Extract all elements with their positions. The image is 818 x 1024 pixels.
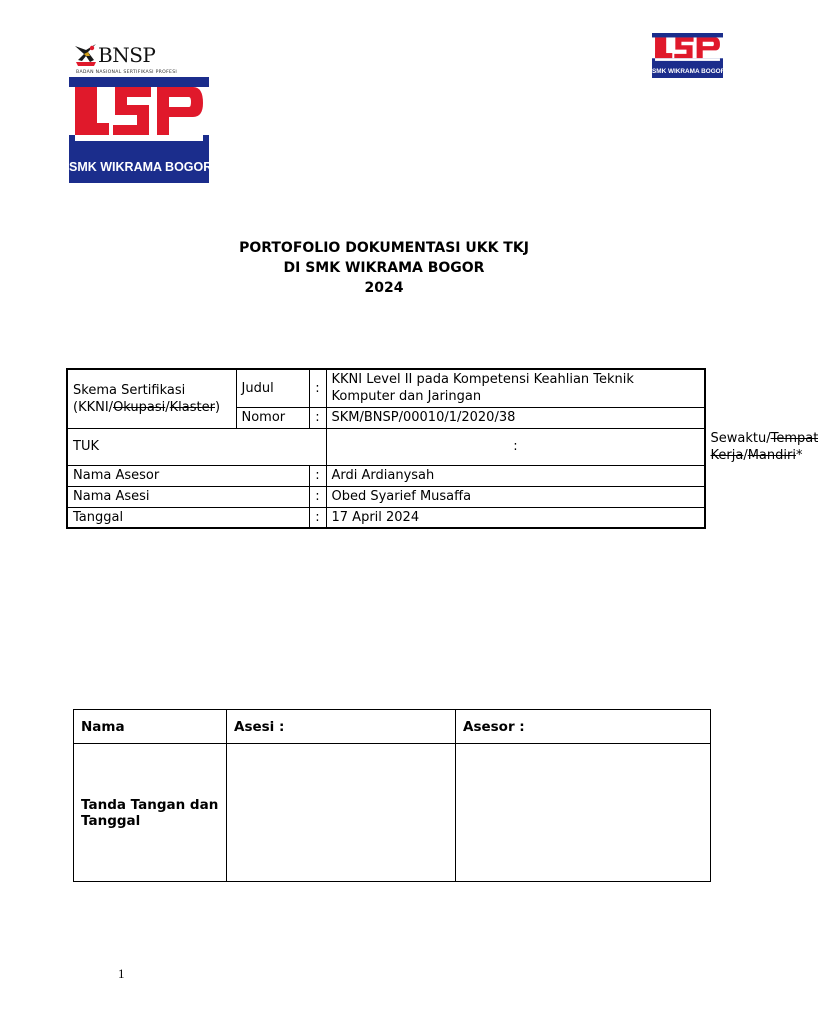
asesi-label: Nama Asesi: [67, 486, 309, 507]
page-number: 1: [118, 966, 125, 981]
colon: :: [309, 486, 326, 507]
garuda-icon: [72, 42, 100, 68]
nama-header: Nama: [74, 710, 227, 744]
tanggal-value: 17 April 2024: [326, 507, 705, 528]
judul-value: KKNI Level II pada Kompetensi Keahlian Teknik Komputer dan Jaringan: [326, 369, 705, 407]
asesi-signature-cell[interactable]: [227, 744, 456, 882]
title-line-1: PORTOFOLIO DOKUMENTASI UKK TKJ: [239, 240, 529, 256]
skema-cell: [67, 369, 236, 428]
tanggal-label: Tanggal: [67, 507, 309, 528]
tuk-label: TUK: [67, 428, 326, 465]
table-row: TUK : Sewaktu/Tempat Kerja/Mandiri*: [67, 428, 705, 465]
signature-row-label: Tanda Tangan dan Tanggal: [74, 744, 227, 882]
lsp-caption-small: SMK WIKRAMA BOGOR: [652, 68, 726, 75]
asesor-label: Nama Asesor: [67, 465, 309, 486]
table-row: [74, 710, 711, 744]
asesor-signature-cell[interactable]: [456, 744, 711, 882]
bnsp-subtitle: BADAN NASIONAL SERTIFIKASI PROFESI: [76, 70, 178, 75]
table-row: [67, 465, 705, 486]
asesor-value: Ardi Ardianysah: [326, 465, 705, 486]
asesi-value: Obed Syarief Musaffa: [326, 486, 705, 507]
title-line-3: 2024: [364, 280, 404, 296]
table-row: [67, 486, 705, 507]
colon: :: [326, 428, 705, 465]
lsp-emblem-small: [652, 33, 723, 67]
table-row: [74, 744, 711, 882]
colon: :: [309, 465, 326, 486]
colon: :: [309, 369, 326, 407]
skema-sub: (KKNI/Okupasi/Klaster): [73, 399, 221, 415]
table-row: [67, 507, 705, 528]
colon: :: [309, 507, 326, 528]
signature-table: [73, 709, 711, 882]
lsp-logo-large: [69, 77, 213, 183]
document-title: [0, 238, 768, 298]
asesor-header: Asesor :: [456, 710, 711, 744]
skema-label: Skema Sertifikasi: [73, 382, 186, 398]
table-row: [67, 369, 705, 407]
certification-info-table: [66, 368, 818, 529]
lsp-caption-large: SMK WIKRAMA BOGOR: [69, 160, 213, 174]
nomor-value: SKM/BNSP/00010/1/2020/38: [326, 407, 705, 428]
judul-label: Judul: [236, 369, 309, 407]
asesi-header: Asesi :: [227, 710, 456, 744]
lsp-emblem: [69, 77, 209, 155]
bnsp-logo: [72, 42, 182, 78]
nomor-label: Nomor: [236, 407, 309, 428]
title-line-2: DI SMK WIKRAMA BOGOR: [283, 260, 485, 276]
colon: :: [309, 407, 326, 428]
bnsp-wordmark: BNSP: [98, 43, 156, 67]
lsp-logo-small: [652, 33, 726, 78]
